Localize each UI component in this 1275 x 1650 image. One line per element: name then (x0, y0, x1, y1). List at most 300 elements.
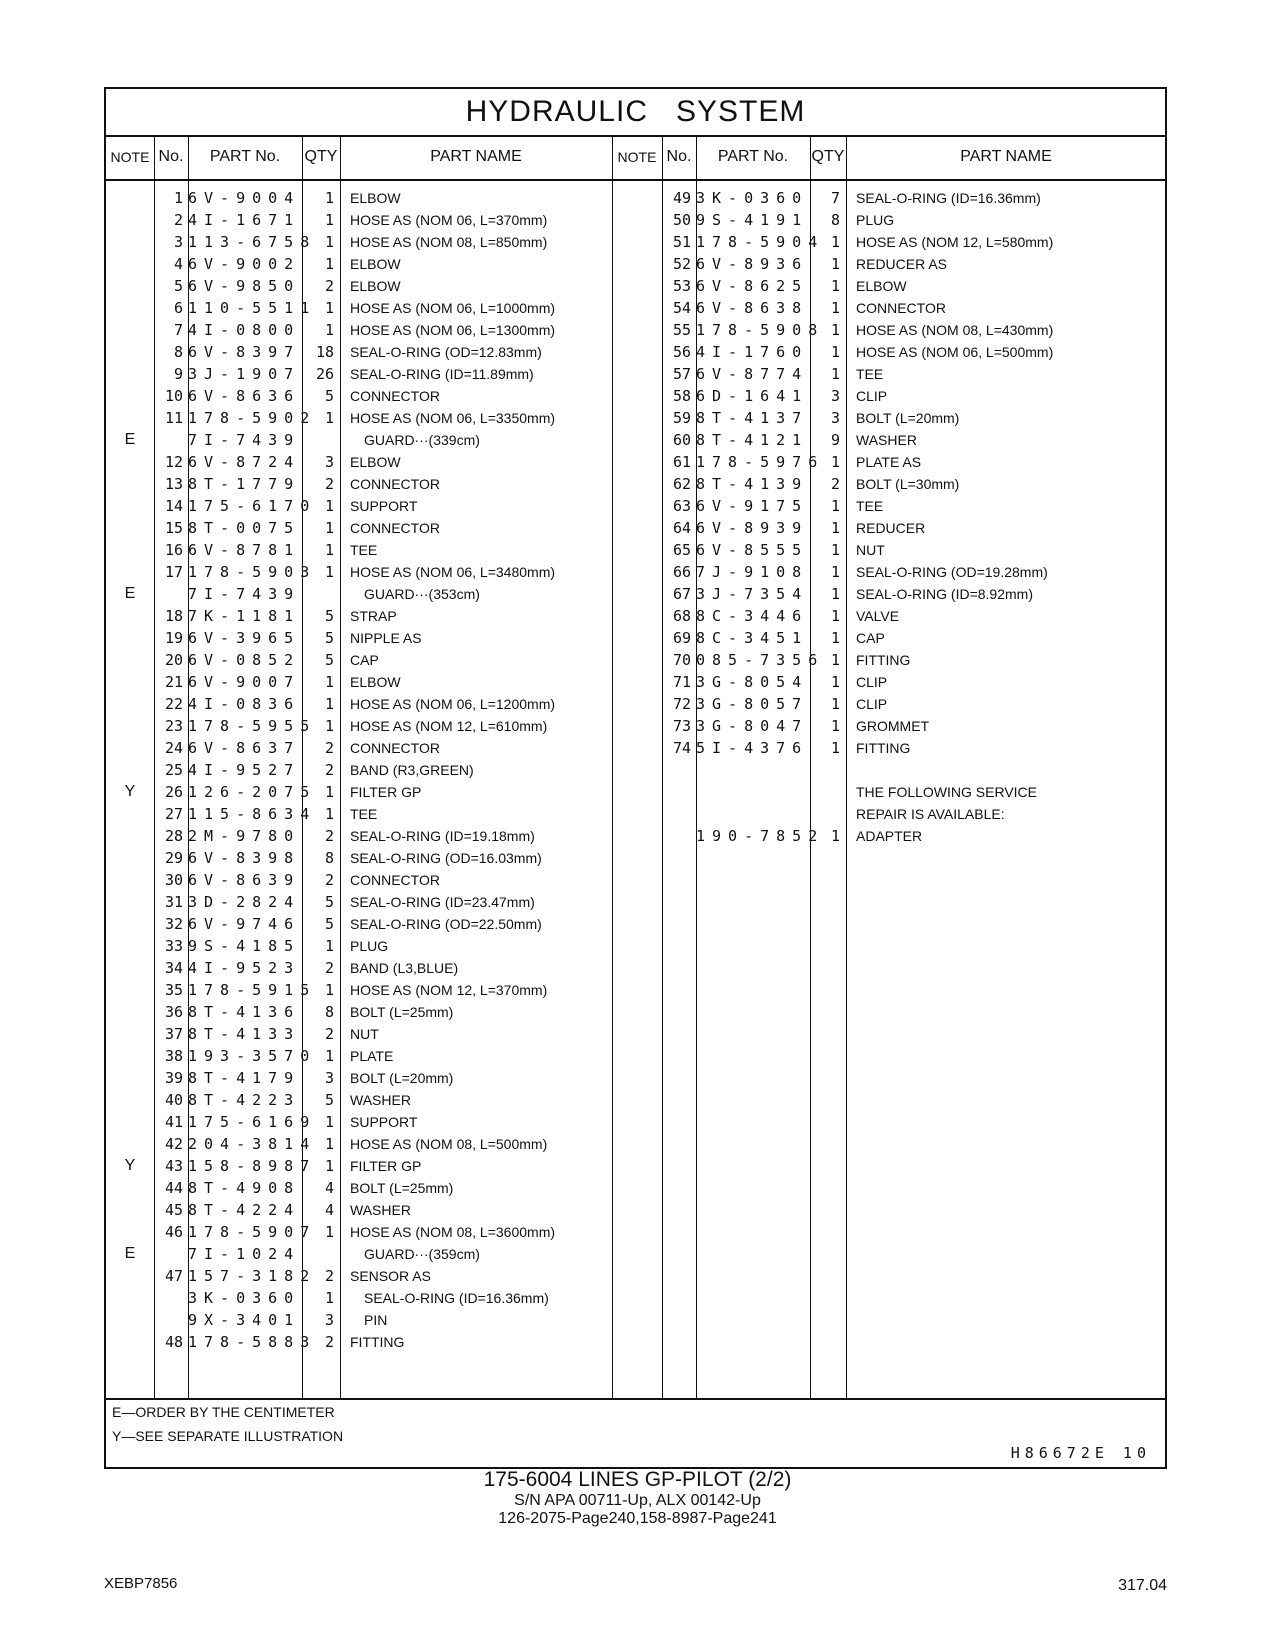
quantity: 2 (324, 739, 334, 757)
item-number: 40 (164, 1091, 183, 1109)
quantity: 18 (315, 343, 334, 361)
item-number: 45 (164, 1201, 183, 1219)
part-number: 8T-0075 (188, 519, 301, 537)
item-number (154, 1287, 183, 1309)
part-name: BOLT (L=20mm) (350, 1070, 454, 1086)
part-name: GUARD···(339cm) (364, 432, 480, 448)
item-number: 47 (164, 1267, 183, 1285)
part-name: HOSE AS (NOM 06, L=370mm) (350, 212, 548, 228)
note-cell (106, 869, 154, 891)
item-number: 41 (164, 1113, 183, 1131)
table-row (106, 1331, 1165, 1353)
quantity: 1 (324, 695, 334, 713)
part-name: BAND (R3,GREEN) (350, 762, 474, 778)
note-cell (612, 649, 662, 671)
part-name: WASHER (350, 1202, 411, 1218)
part-name: SENSOR AS (350, 1268, 431, 1284)
quantity (302, 1243, 334, 1265)
item-number: 51 (672, 233, 691, 251)
table-row (106, 869, 1165, 891)
note-cell: E (124, 431, 136, 448)
note-cell (612, 781, 662, 803)
part-number: 8T-4137 (696, 409, 809, 427)
part-number: 175-6169 (188, 1113, 317, 1131)
table-row (106, 1243, 1165, 1265)
item-number: 12 (164, 453, 183, 471)
item-number: 70 (672, 651, 691, 669)
table-row (106, 979, 1165, 1001)
table-row (106, 341, 1165, 363)
page-number: 317.04 (1118, 1577, 1167, 1594)
note-cell (612, 561, 662, 583)
item-number (154, 1309, 183, 1331)
header-no-right: No. (666, 148, 692, 165)
table-row (106, 759, 1165, 781)
part-number: 204-3814 (188, 1135, 317, 1153)
table-row (106, 781, 1165, 803)
part-number: 178-5915 (188, 981, 317, 999)
part-name: BOLT (L=30mm) (856, 476, 960, 492)
note-cell (612, 451, 662, 473)
item-number: 34 (164, 959, 183, 977)
caption-title: 175-6004 LINES GP-PILOT (2/2) (483, 1468, 792, 1491)
quantity: 5 (324, 387, 334, 405)
part-number: 178-5902 (188, 409, 317, 427)
part-name: PLATE AS (856, 454, 922, 470)
part-number: 4I-9527 (188, 761, 301, 779)
quantity: 5 (324, 629, 334, 647)
item-number: 17 (164, 563, 183, 581)
note-cell (612, 715, 662, 737)
quantity: 1 (324, 519, 334, 537)
table-row (106, 407, 1165, 429)
part-number: 9S-4191 (696, 211, 809, 229)
quantity: 1 (324, 1135, 334, 1153)
part-number: 6V-9850 (188, 277, 301, 295)
table-row (106, 429, 1165, 451)
note-cell: E (124, 585, 136, 602)
part-number: 3D-2824 (188, 893, 301, 911)
item-number: 63 (672, 497, 691, 515)
part-number: 8C-3446 (696, 607, 809, 625)
quantity: 2 (830, 475, 840, 493)
part-name: FITTING (350, 1334, 405, 1350)
part-name: HOSE AS (NOM 12, L=610mm) (350, 718, 548, 734)
part-number: 8T-4908 (188, 1179, 301, 1197)
quantity: 5 (324, 651, 334, 669)
part-number: 6V-9004 (188, 189, 301, 207)
part-number: 6V-8939 (696, 519, 809, 537)
part-number: 193-3570 (188, 1047, 317, 1065)
quantity: 1 (830, 453, 840, 471)
item-number: 44 (164, 1179, 183, 1197)
part-number: 6V-8781 (188, 541, 301, 559)
quantity: 8 (324, 1003, 334, 1021)
part-number: 178-5907 (188, 1223, 317, 1241)
part-number: 4I-9523 (188, 959, 301, 977)
table-row (106, 935, 1165, 957)
part-number: 5I-4376 (696, 739, 809, 757)
part-name: CONNECTOR (350, 520, 440, 536)
table-row (106, 605, 1165, 627)
item-number: 55 (672, 321, 691, 339)
part-name: FILTER GP (350, 784, 422, 800)
part-name: PLUG (350, 938, 389, 954)
item-number: 52 (672, 255, 691, 273)
item-number: 37 (164, 1025, 183, 1043)
item-number: 5 (173, 277, 183, 295)
part-name: BOLT (L=20mm) (856, 410, 960, 426)
document-number: XEBP7856 (104, 1575, 178, 1592)
quantity: 1 (830, 541, 840, 559)
note-cell: Y (124, 783, 136, 800)
note-cell (106, 1309, 154, 1331)
item-number: 11 (164, 409, 183, 427)
part-name: REDUCER AS (856, 256, 948, 272)
quantity: 5 (324, 1091, 334, 1109)
part-number: 6V-8637 (188, 739, 301, 757)
table-row (106, 1287, 1165, 1309)
item-number: 25 (164, 761, 183, 779)
part-number: 4I-0800 (188, 321, 301, 339)
part-number: 8T-1779 (188, 475, 301, 493)
table-row (106, 957, 1165, 979)
item-number: 71 (672, 673, 691, 691)
note-cell (612, 759, 662, 781)
part-name: HOSE AS (NOM 12, L=370mm) (350, 982, 548, 998)
item-number: 32 (164, 915, 183, 933)
part-name: FITTING (856, 740, 911, 756)
table-row (106, 539, 1165, 561)
table-row (106, 451, 1165, 473)
item-number: 30 (164, 871, 183, 889)
table-row (106, 561, 1165, 583)
part-number: 6V-8936 (696, 255, 809, 273)
item-number: 23 (164, 717, 183, 735)
table-row (106, 253, 1165, 275)
table-row (106, 187, 1165, 209)
quantity: 1 (830, 519, 840, 537)
parts-table (104, 87, 1167, 1469)
note-cell (106, 1221, 154, 1243)
item-number: 58 (672, 387, 691, 405)
note-cell (612, 231, 662, 253)
part-number: 6V-9007 (188, 673, 301, 691)
table-row (106, 847, 1165, 869)
quantity: 1 (830, 827, 840, 845)
table-row (106, 1221, 1165, 1243)
quantity: 2 (324, 761, 334, 779)
quantity: 1 (830, 277, 840, 295)
quantity: 1 (324, 233, 334, 251)
item-number (662, 781, 691, 803)
quantity: 1 (324, 1289, 334, 1307)
part-number: 3G-8054 (696, 673, 809, 691)
table-row (106, 913, 1165, 935)
item-number: 19 (164, 629, 183, 647)
quantity: 1 (830, 585, 840, 603)
item-number (662, 803, 691, 825)
item-number (662, 759, 691, 781)
quantity: 1 (830, 651, 840, 669)
item-number: 57 (672, 365, 691, 383)
note-cell (612, 275, 662, 297)
part-name: PIN (364, 1312, 388, 1328)
note-cell (106, 979, 154, 1001)
quantity: 1 (324, 497, 334, 515)
note-cell (612, 583, 662, 605)
part-number: 3J-7354 (696, 585, 809, 603)
table-row (106, 1001, 1165, 1023)
table-row (106, 627, 1165, 649)
quantity (810, 803, 840, 825)
note-cell (106, 1133, 154, 1155)
quantity: 1 (324, 211, 334, 229)
table-body (106, 181, 1165, 1398)
quantity: 4 (324, 1179, 334, 1197)
part-name: GROMMET (856, 718, 930, 734)
table-row (106, 1177, 1165, 1199)
item-number: 46 (164, 1223, 183, 1241)
table-row (106, 825, 1165, 847)
item-number: 26 (164, 783, 183, 801)
part-name: PLUG (856, 212, 895, 228)
part-number: 115-8634 (188, 805, 317, 823)
caption-references: 126-2075-Page240,158-8987-Page241 (498, 1510, 777, 1527)
part-number: 178-5883 (188, 1333, 317, 1351)
item-number: 74 (672, 739, 691, 757)
note-cell (106, 1199, 154, 1221)
part-number (696, 781, 808, 803)
part-name: HOSE AS (NOM 08, L=500mm) (350, 1136, 548, 1152)
item-number: 24 (164, 739, 183, 757)
part-name: HOSE AS (NOM 08, L=430mm) (856, 322, 1054, 338)
note-cell (106, 847, 154, 869)
part-number: 7K-1181 (188, 607, 301, 625)
note-cell (106, 1287, 154, 1309)
note-cell (106, 1331, 154, 1353)
part-number: 085-7356 (696, 651, 825, 669)
quantity: 1 (324, 1047, 334, 1065)
note-cell (106, 935, 154, 957)
caption-serial: S/N APA 00711-Up, ALX 00142-Up (514, 1492, 761, 1509)
quantity: 8 (830, 211, 840, 229)
part-name: SEAL-O-RING (ID=19.18mm) (350, 828, 535, 844)
quantity: 1 (324, 805, 334, 823)
item-number: 8 (173, 343, 183, 361)
note-cell (612, 693, 662, 715)
part-name: HOSE AS (NOM 06, L=3350mm) (350, 410, 556, 426)
item-number: 50 (672, 211, 691, 229)
part-name: CLIP (856, 388, 888, 404)
quantity: 1 (324, 1113, 334, 1131)
table-row (106, 715, 1165, 737)
item-number: 36 (164, 1003, 183, 1021)
quantity: 1 (830, 299, 840, 317)
header-part-name-right: PART NAME (960, 148, 1052, 165)
quantity: 1 (830, 695, 840, 713)
part-name: SEAL-O-RING (OD=22.50mm) (350, 916, 542, 932)
part-name: ELBOW (350, 190, 401, 206)
item-number: 2 (173, 211, 183, 229)
legend (106, 1398, 1165, 1471)
table-row (106, 473, 1165, 495)
quantity: 1 (830, 607, 840, 625)
part-name: REDUCER (856, 520, 926, 536)
part-number: 3K-0360 (696, 189, 809, 207)
part-name: CLIP (856, 674, 888, 690)
part-number: 6V-9746 (188, 915, 301, 933)
part-name (856, 759, 1166, 781)
legend-y: Y—SEE SEPARATE ILLUSTRATION (112, 1428, 344, 1444)
item-number: 27 (164, 805, 183, 823)
part-number: 8T-4224 (188, 1201, 301, 1219)
part-number: 3G-8047 (696, 717, 809, 735)
item-number: 4 (173, 255, 183, 273)
note-cell (612, 671, 662, 693)
part-name: HOSE AS (NOM 08, L=3600mm) (350, 1224, 556, 1240)
item-number: 38 (164, 1047, 183, 1065)
quantity: 1 (830, 365, 840, 383)
part-number: 8C-3451 (696, 629, 809, 647)
part-name: ELBOW (350, 278, 401, 294)
part-name: SEAL-O-RING (OD=19.28mm) (856, 564, 1048, 580)
quantity: 2 (324, 1267, 334, 1285)
part-number: 9S-4185 (188, 937, 301, 955)
part-name: SEAL-O-RING (ID=8.92mm) (856, 586, 1033, 602)
note-cell (612, 319, 662, 341)
item-number: 48 (164, 1333, 183, 1351)
item-number: 15 (164, 519, 183, 537)
item-number: 6 (173, 299, 183, 317)
table-row (106, 1155, 1165, 1177)
part-number: 6V-8625 (696, 277, 809, 295)
table-row (106, 495, 1165, 517)
part-name: HOSE AS (NOM 06, L=3480mm) (350, 564, 556, 580)
quantity: 2 (324, 959, 334, 977)
part-number: 190-7852 (696, 827, 825, 845)
item-number: 61 (672, 453, 691, 471)
item-number: 16 (164, 541, 183, 559)
note-cell: E (124, 1245, 136, 1262)
part-number: 6V-8638 (696, 299, 809, 317)
table-header (106, 135, 1165, 181)
part-name: CLIP (856, 696, 888, 712)
quantity: 26 (315, 365, 334, 383)
table-row (106, 803, 1165, 825)
note-cell (106, 957, 154, 979)
part-name: SEAL-O-RING (OD=16.03mm) (350, 850, 542, 866)
item-number: 3 (173, 233, 183, 251)
quantity: 4 (324, 1201, 334, 1219)
item-number: 56 (672, 343, 691, 361)
note-cell (612, 341, 662, 363)
part-number: 2M-9780 (188, 827, 301, 845)
item-number: 21 (164, 673, 183, 691)
table-row (106, 1265, 1165, 1287)
table-row (106, 209, 1165, 231)
quantity: 3 (830, 387, 840, 405)
part-number: 8T-4223 (188, 1091, 301, 1109)
quantity: 1 (324, 299, 334, 317)
quantity: 2 (324, 475, 334, 493)
item-number: 60 (672, 431, 691, 449)
section-title: HYDRAULIC SYSTEM (106, 89, 1165, 137)
part-number: 6V-9002 (188, 255, 301, 273)
quantity: 1 (324, 1223, 334, 1241)
item-number: 22 (164, 695, 183, 713)
part-number: 110-5511 (188, 299, 317, 317)
table-row (106, 319, 1165, 341)
part-number: 178-5955 (188, 717, 317, 735)
quantity: 1 (324, 409, 334, 427)
header-qty-right: QTY (811, 148, 845, 165)
quantity: 5 (324, 607, 334, 625)
item-number: 69 (672, 629, 691, 647)
header-part-name: PART NAME (430, 148, 522, 165)
note-cell (612, 539, 662, 561)
part-number: 7I-7439 (188, 585, 301, 603)
part-name: BOLT (L=25mm) (350, 1004, 454, 1020)
part-name: GUARD···(359cm) (364, 1246, 480, 1262)
legend-e: E—ORDER BY THE CENTIMETER (112, 1404, 335, 1420)
part-name: HOSE AS (NOM 06, L=1300mm) (350, 322, 556, 338)
part-number: 178-5904 (696, 233, 825, 251)
part-number: 175-6170 (188, 497, 317, 515)
quantity: 1 (324, 541, 334, 559)
table-row (106, 1089, 1165, 1111)
quantity: 1 (830, 673, 840, 691)
part-name: ELBOW (350, 256, 401, 272)
table-row (106, 363, 1165, 385)
part-name: WASHER (856, 432, 917, 448)
quantity: 2 (324, 1025, 334, 1043)
note-cell (106, 1045, 154, 1067)
table-row (106, 275, 1165, 297)
quantity: 8 (324, 849, 334, 867)
item-number: 20 (164, 651, 183, 669)
quantity (810, 781, 840, 803)
part-name: HOSE AS (NOM 12, L=580mm) (856, 234, 1054, 250)
note-cell (106, 1265, 154, 1287)
quantity: 5 (324, 893, 334, 911)
item-number: 62 (672, 475, 691, 493)
part-name: CAP (856, 630, 885, 646)
note-cell (106, 913, 154, 935)
item-number: 29 (164, 849, 183, 867)
part-name: SUPPORT (350, 498, 418, 514)
part-name: ELBOW (350, 674, 401, 690)
part-number: 3G-8057 (696, 695, 809, 713)
note-cell (612, 253, 662, 275)
note-cell (612, 209, 662, 231)
part-name: CONNECTOR (350, 388, 440, 404)
table-row (106, 1199, 1165, 1221)
part-number: 178-5908 (696, 321, 825, 339)
item-number: 68 (672, 607, 691, 625)
item-number: 39 (164, 1069, 183, 1087)
part-name: HOSE AS (NOM 06, L=500mm) (856, 344, 1054, 360)
note-cell (612, 187, 662, 209)
table-row (106, 891, 1165, 913)
header-note: NOTE (110, 149, 150, 165)
part-name: CONNECTOR (856, 300, 946, 316)
part-name: STRAP (350, 608, 397, 624)
item-number: 1 (173, 189, 183, 207)
part-name: TEE (856, 366, 884, 382)
part-number: 4I-1671 (188, 211, 301, 229)
item-number: 9 (173, 365, 183, 383)
